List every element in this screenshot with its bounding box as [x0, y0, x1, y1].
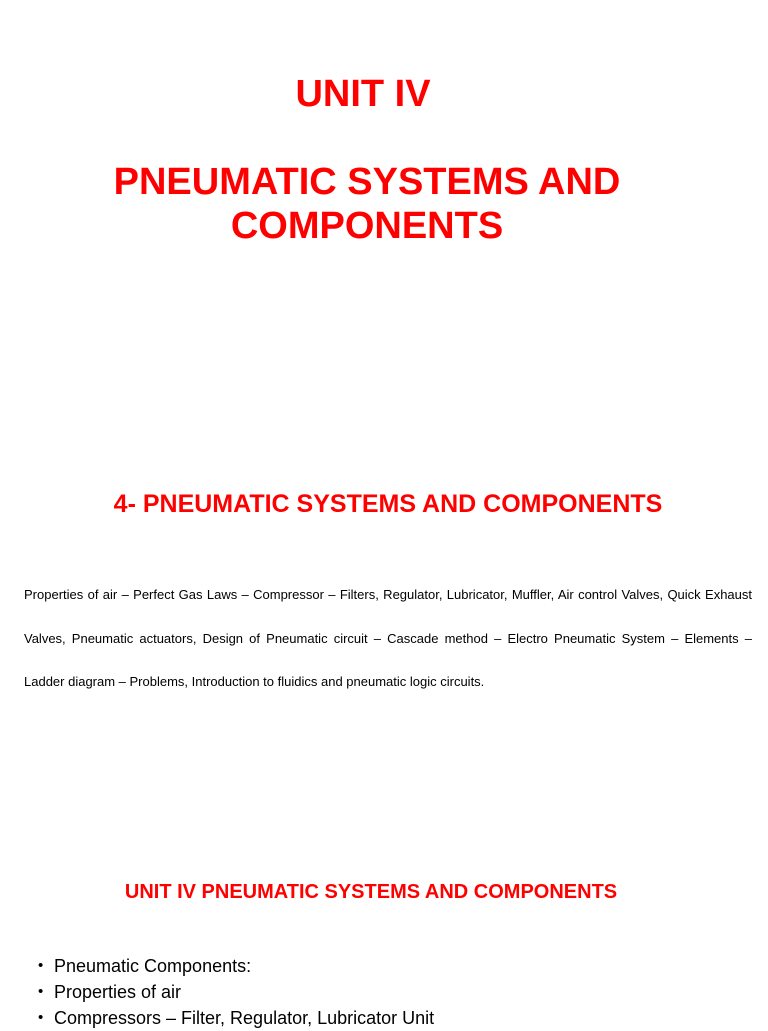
- syllabus-text: Properties of air – Perfect Gas Laws – Compressor – Filters, Regulator, Lubricator, Muffler, Air control Valves, Quick Exhaust Valves, Pneumatic actuators, Design of Pneumatic circuit – Cascade method – Electro Pneumatic System – Elements – Ladder diagram – Problems, Introduction to fluidics and pneumatic logic circuits.: [24, 587, 752, 689]
- page-title: [0, 160, 734, 248]
- topics-heading: UNIT IV PNEUMATIC SYSTEMS AND COMPONENTS: [124, 881, 618, 903]
- list-item: • Properties of air: [38, 979, 434, 1005]
- unit-title: UNIT IV: [295, 73, 431, 115]
- list-item: • Pneumatic Components:: [38, 953, 434, 979]
- section-heading: 4- PNEUMATIC SYSTEMS AND COMPONENTS: [113, 490, 663, 518]
- page-title-line-2: COMPONENTS: [230, 205, 504, 247]
- list-item: • Compressors – Filter, Regulator, Lubricator Unit: [38, 1005, 434, 1031]
- topic-list: [38, 953, 434, 1031]
- page-title-line-1: PNEUMATIC SYSTEMS AND: [113, 161, 621, 203]
